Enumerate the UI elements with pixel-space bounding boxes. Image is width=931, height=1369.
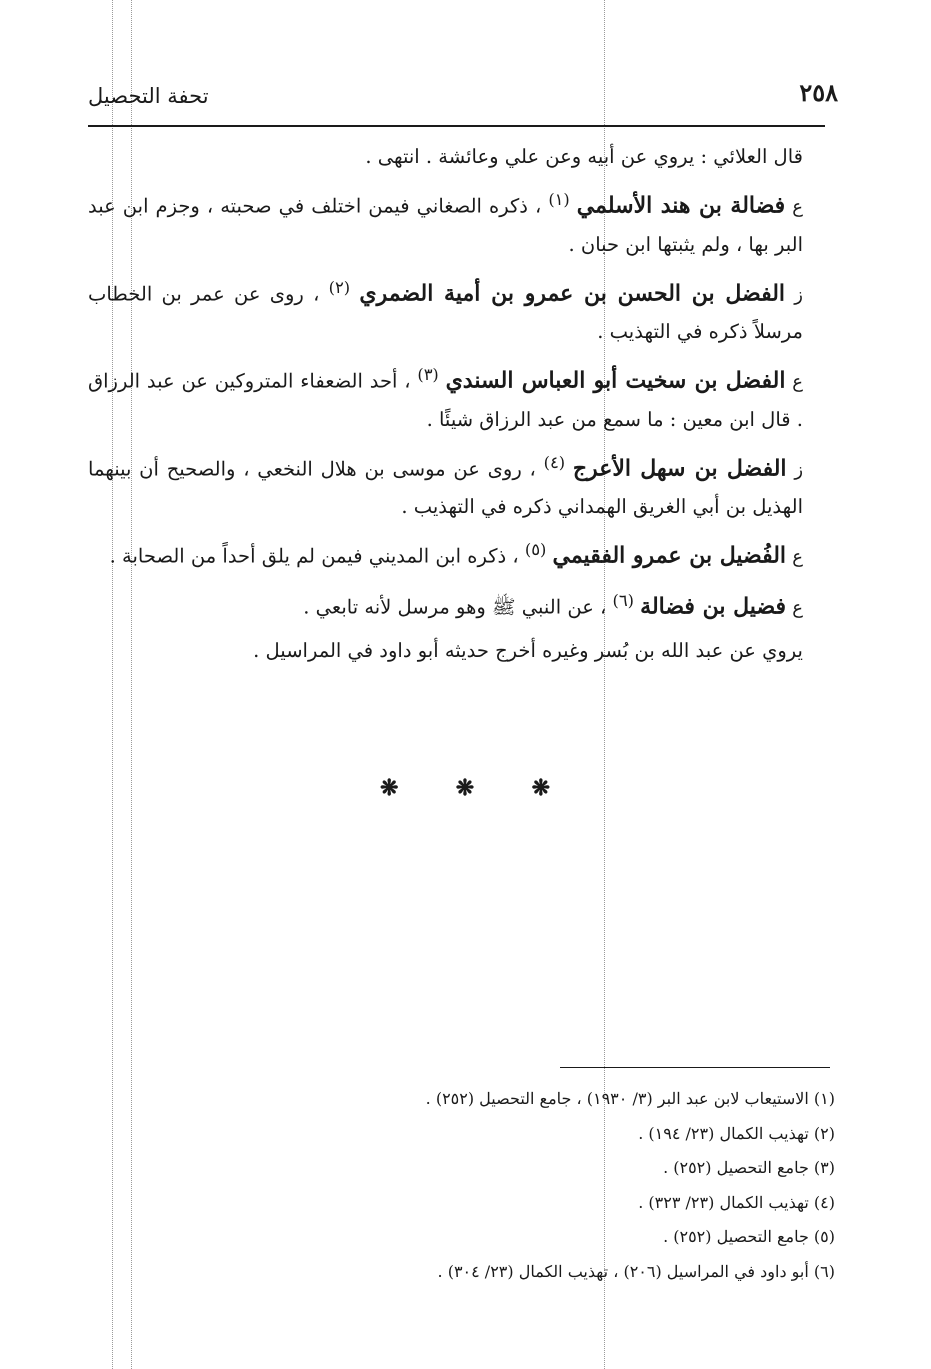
footnote: (٢) تهذيب الكمال (٢٣/ ١٩٤) . bbox=[638, 1123, 835, 1143]
entry-text: ، عن النبي ﷺ وهو مرسل لأنه تابعي . bbox=[303, 595, 607, 618]
page-number: ٢٥٨ bbox=[799, 78, 838, 107]
separator-star-icon: ❋ bbox=[380, 775, 399, 801]
footnotes bbox=[300, 1082, 835, 1289]
entry bbox=[88, 582, 825, 627]
paragraph bbox=[88, 138, 825, 175]
entry-symbol: ع bbox=[792, 546, 803, 568]
paragraph-text: يروي عن عبد الله بن بُسر وغيره أخرج حديثه أبو داود في المراسيل . bbox=[253, 639, 803, 662]
footnote-ref: (٢) bbox=[328, 277, 351, 297]
footnote-ref: (٥) bbox=[524, 540, 547, 559]
entry bbox=[88, 531, 825, 576]
paragraph bbox=[88, 632, 825, 669]
running-title: تحفة التحصيل bbox=[88, 84, 209, 108]
section-separator bbox=[380, 775, 550, 801]
separator-star-icon: ❋ bbox=[531, 775, 550, 801]
entry bbox=[88, 356, 825, 438]
entry-name: الفضل بن الحسن بن عمرو بن أمية الضمري bbox=[359, 280, 786, 306]
entry-symbol: ز bbox=[794, 459, 804, 480]
footnote-ref: (١) bbox=[548, 190, 570, 209]
entry bbox=[88, 444, 825, 526]
entry-text: ، ذكره ابن المديني فيمن لم يلق أحداً من الصحابة . bbox=[109, 544, 519, 568]
entry-symbol: ع bbox=[792, 597, 803, 618]
footnote-ref: (٦) bbox=[612, 590, 634, 610]
entry-name: الفضل بن سهل الأعرج bbox=[572, 455, 787, 481]
entry-symbol: ز bbox=[794, 284, 803, 305]
entry bbox=[88, 269, 825, 351]
footnote: (٤) تهذيب الكمال (٢٣/ ٣٢٣) . bbox=[638, 1192, 835, 1212]
body-text bbox=[88, 138, 825, 675]
paragraph-text: قال العلائي : يروي عن أبيه وعن علي وعائشة . انتهى . bbox=[365, 145, 803, 168]
header-rule bbox=[88, 125, 825, 127]
entry-text: ، ذكره الصغاني فيمن اختلف في صحبته ، وجزم ابن عبد البر بها ، ولم يثبتها ابن حبان . bbox=[88, 194, 803, 256]
footnote: (١) الاستيعاب لابن عبد البر (٣/ ١٩٣٠) ، جامع التحصيل (٢٥٢) . bbox=[425, 1089, 835, 1108]
separator-star-icon: ❋ bbox=[455, 775, 475, 801]
footnote-ref: (٣) bbox=[417, 365, 439, 384]
entry-name: الفُضيل بن عمرو الفقيمي bbox=[552, 542, 787, 569]
footnote-ref: (٤) bbox=[543, 452, 566, 472]
entry-text: ، روى عن عمر بن الخطاب مرسلاً ذكره في التهذيب . bbox=[88, 282, 803, 343]
footnote-rule bbox=[560, 1067, 830, 1068]
entry-text: ، أحد الضعفاء المتروكين عن عبد الرزاق . قال ابن معين : ما سمع من عبد الرزاق شيئًا . bbox=[88, 369, 803, 431]
footnote: (٦) أبو داود في المراسيل (٢٠٦) ، تهذيب الكمال (٢٣/ ٣٠٤) . bbox=[437, 1261, 835, 1281]
entry-text: ، روى عن موسى بن هلال النخعي ، والصحيح أن بينهما الهذيل بن أبي الغريق الهمداني ذكره في التهذيب . bbox=[88, 457, 803, 518]
entry-name: الفضل بن سخيت أبو العباس السندي bbox=[445, 367, 786, 394]
entry-symbol: ع bbox=[792, 371, 803, 393]
entry-symbol: ع bbox=[792, 196, 803, 218]
entry bbox=[88, 181, 825, 263]
footnote: (٥) جامع التحصيل (٢٥٢) . bbox=[663, 1227, 835, 1246]
footnote: (٣) جامع التحصيل (٢٥٢) . bbox=[663, 1158, 835, 1177]
entry-name: فضيل بن فضالة bbox=[640, 593, 787, 619]
entry-name: فضالة بن هند الأسلمي bbox=[576, 192, 786, 219]
